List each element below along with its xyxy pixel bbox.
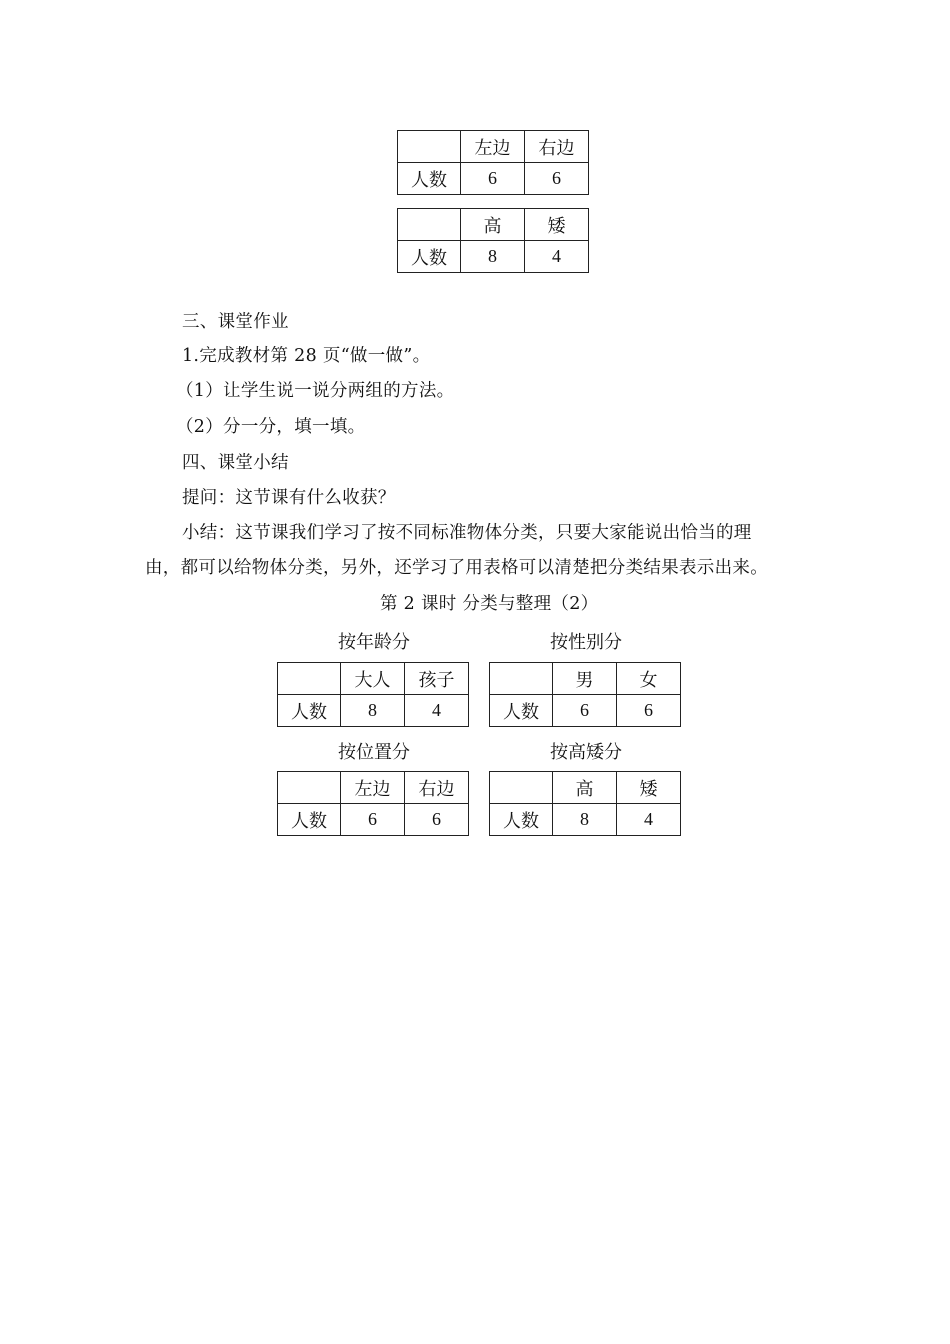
caption-by-gender: 按性别分 xyxy=(550,632,622,653)
table-cell xyxy=(490,663,553,695)
summary-line-2: 由，都可以给物体分类，另外，还学习了用表格可以清楚把分类结果表示出来。 xyxy=(145,558,768,578)
assignment-item-1: 1.完成教材第 28 页“做一做”。 xyxy=(182,346,431,366)
table-cell xyxy=(398,131,461,163)
section4-title: 四、课堂小结 xyxy=(182,453,289,473)
table-header: 右边 xyxy=(405,772,469,804)
top-table-position xyxy=(397,130,589,195)
caption-by-position: 按位置分 xyxy=(338,742,410,763)
table-header: 女 xyxy=(617,663,681,695)
table-cell: 4 xyxy=(617,804,681,836)
table-row xyxy=(278,695,469,727)
table-cell: 6 xyxy=(405,804,469,836)
table-cell xyxy=(278,663,341,695)
table-header: 孩子 xyxy=(405,663,469,695)
table-cell xyxy=(398,209,461,241)
table-cell: 6 xyxy=(553,695,617,727)
table-header: 高 xyxy=(553,772,617,804)
table-cell: 8 xyxy=(461,241,525,273)
table-by-age xyxy=(277,662,469,727)
table-row xyxy=(398,241,589,273)
row-label: 人数 xyxy=(490,695,553,727)
table-header: 右边 xyxy=(525,131,589,163)
row-label: 人数 xyxy=(278,695,341,727)
table-cell: 8 xyxy=(553,804,617,836)
table-cell: 6 xyxy=(525,163,589,195)
table-by-gender xyxy=(489,662,681,727)
table-row xyxy=(398,131,589,163)
table-row xyxy=(278,663,469,695)
caption-by-height: 按高矮分 xyxy=(550,742,622,763)
row-label: 人数 xyxy=(490,804,553,836)
table-row xyxy=(278,772,469,804)
table-header: 左边 xyxy=(461,131,525,163)
assignment-item-1-1: （1）让学生说一说分两组的方法。 xyxy=(176,381,455,401)
table-header: 男 xyxy=(553,663,617,695)
table-by-position xyxy=(277,771,469,836)
summary-line-1: 小结：这节课我们学习了按不同标准物体分类，只要大家能说出恰当的理 xyxy=(182,523,752,543)
row-label: 人数 xyxy=(398,241,461,273)
table-header: 大人 xyxy=(341,663,405,695)
top-table-height xyxy=(397,208,589,273)
table-header: 矮 xyxy=(525,209,589,241)
table-cell xyxy=(490,772,553,804)
table-row xyxy=(490,695,681,727)
caption-by-age: 按年龄分 xyxy=(338,632,410,653)
table-row xyxy=(278,804,469,836)
table-cell: 6 xyxy=(341,804,405,836)
table-row xyxy=(490,772,681,804)
table-cell: 8 xyxy=(341,695,405,727)
table-header: 左边 xyxy=(341,772,405,804)
row-label: 人数 xyxy=(398,163,461,195)
table-row xyxy=(398,209,589,241)
table-row xyxy=(398,163,589,195)
table-cell: 6 xyxy=(617,695,681,727)
table-cell: 6 xyxy=(461,163,525,195)
section3-title: 三、课堂作业 xyxy=(182,312,289,332)
table-by-height xyxy=(489,771,681,836)
table-cell: 4 xyxy=(405,695,469,727)
assignment-item-1-2: （2）分一分，填一填。 xyxy=(176,417,366,437)
row-label: 人数 xyxy=(278,804,341,836)
table-row xyxy=(490,663,681,695)
lesson-title: 第 2 课时 分类与整理（2） xyxy=(380,594,599,614)
question-line: 提问：这节课有什么收获？ xyxy=(182,488,396,508)
table-header: 矮 xyxy=(617,772,681,804)
table-cell xyxy=(278,772,341,804)
table-header: 高 xyxy=(461,209,525,241)
table-cell: 4 xyxy=(525,241,589,273)
table-row xyxy=(490,804,681,836)
